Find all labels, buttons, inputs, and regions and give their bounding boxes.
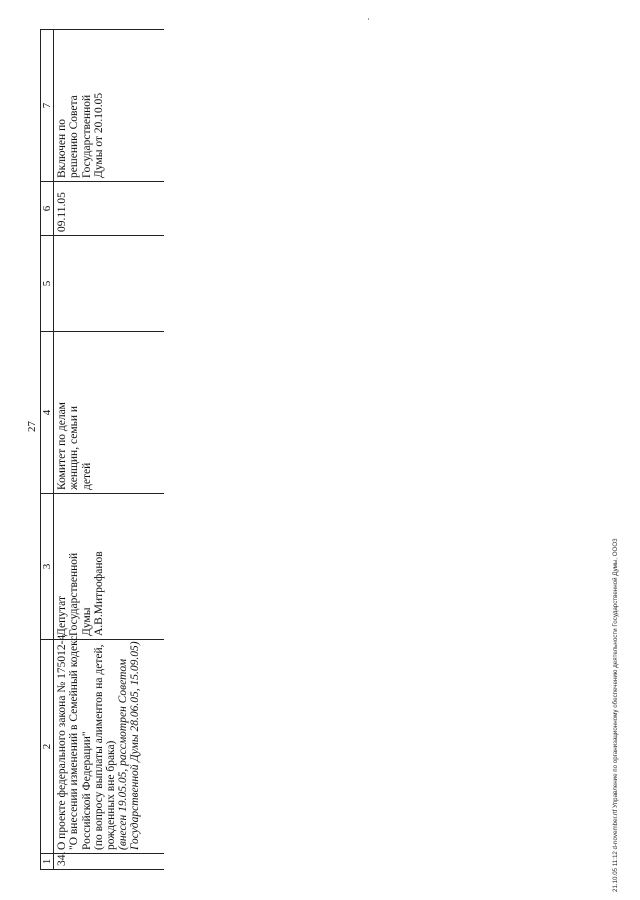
rotated-table-container [40, 30, 160, 870]
description-note-line: (внесен 19.05.05, рассмотрен Советом [117, 658, 130, 850]
status-line: Государственной [80, 94, 93, 178]
committee-line: детей [80, 462, 93, 490]
table-row [54, 30, 165, 870]
status-cell [54, 30, 165, 182]
status-line: Думы от 20.10.05 [92, 92, 105, 178]
column-header-6: 6 [41, 182, 54, 236]
description-line: рожденных вне брака) [105, 740, 118, 850]
scan-mark [368, 18, 369, 20]
agenda-table [40, 29, 164, 870]
column-header-3: 3 [41, 494, 54, 640]
footer-text: 21.10.05 11:12 d-november.rtf Управление по организационному обеспечению деятельности Государственной Думы, ООО3 [612, 538, 619, 892]
author-line: Думы [80, 607, 93, 636]
column-header-1: 1 [41, 854, 54, 870]
column-number-row [41, 30, 54, 870]
committee-line: женщин, семьи и [68, 405, 81, 490]
column-header-7: 7 [41, 30, 54, 182]
committee-cell [54, 332, 165, 494]
column-header-2: 2 [41, 640, 54, 854]
column-header-5: 5 [41, 236, 54, 332]
description-line: О проекте федерального закона № 175012-4 [56, 634, 69, 850]
description-note-line: Государственной Думы 28.06.05, 15.09.05) [129, 641, 142, 850]
author-line: Государственной [68, 552, 81, 636]
author-cell [54, 494, 165, 640]
status-line: Включен по [56, 119, 69, 178]
column-5-cell [54, 236, 165, 332]
page-number: 27 [26, 421, 38, 432]
row-number-cell [54, 851, 165, 870]
description-line: Российской Федерации" [80, 731, 93, 850]
column-header-4: 4 [41, 332, 54, 494]
row-number: 34. [56, 851, 69, 866]
date-value: 09.11.05 [56, 192, 69, 232]
author-line: Депутат [56, 596, 69, 636]
description-cell [54, 634, 165, 854]
status-line: решению Совета [68, 95, 81, 178]
committee-line: Комитет по делам [56, 402, 69, 490]
author-line: А.В.Митрофанов [92, 551, 105, 636]
description-line: (по вопросу выплаты алиментов на детей, [92, 644, 105, 850]
date-cell [54, 182, 165, 236]
description-line: "О внесении изменений в Семейный кодекс [68, 635, 81, 850]
